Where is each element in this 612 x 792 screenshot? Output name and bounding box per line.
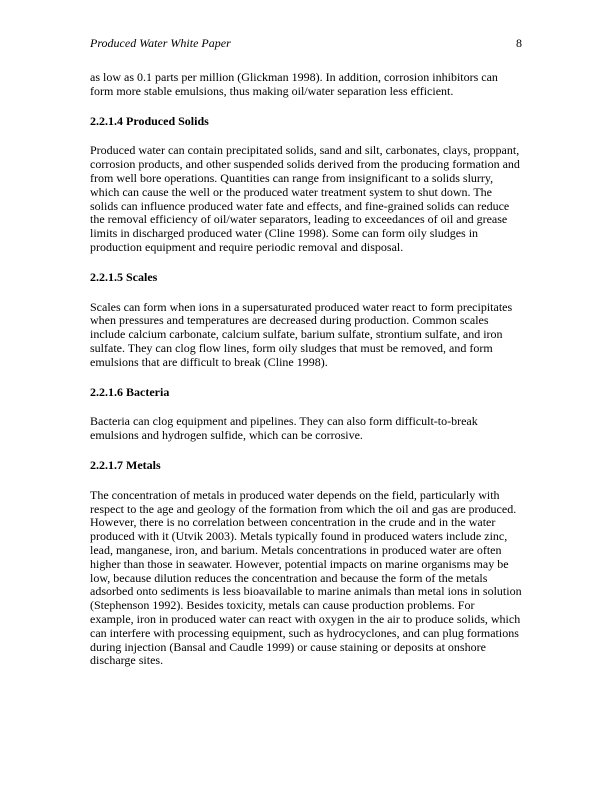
text-line: adsorbed onto sediments is less bioavailable to marine animals than metal ions in solution	[90, 584, 522, 599]
text-line: Bacteria can clog equipment and pipelines. They can also form difficult-to-break	[90, 414, 478, 429]
text-line: the removal efficiency of oil/water separators, leading to exceedances of oil and grease	[90, 212, 508, 227]
text-line: corrosion products, and other suspended solids derived from the producing formation and	[90, 157, 520, 172]
text-line: (Stephenson 1992). Besides toxicity, metals can cause production problems. For	[90, 598, 475, 613]
text-line: include calcium carbonate, calcium sulfate, barium sulfate, strontium sulfate, and iron	[90, 327, 503, 342]
document-body	[90, 71, 530, 684]
text-line: which can cause the well or the produced water treatment system to shut down. The	[90, 184, 492, 199]
text-line: discharge sites.	[90, 653, 164, 668]
text-line: lead, manganese, iron, and barium. Metals concentrations in produced water are often	[90, 542, 502, 557]
text-line: Scales can form when ions in a supersaturated produced water react to form precipitates	[90, 299, 513, 314]
text-line: form more stable emulsions, thus making oil/water separation less efficient.	[90, 83, 454, 98]
text-line: as low as 0.1 parts per million (Glickman 1998). In addition, corrosion inhibitors can	[90, 70, 498, 84]
text-line: can interfere with processing equipment, such as hydrocyclones, and can plug formations	[90, 625, 519, 640]
text-line: emulsions that are difficult to break (Cline 1998).	[90, 354, 328, 369]
text-line: respect to the age and geology of the formation from which the oil and gas are produced.	[90, 501, 517, 516]
paragraph	[90, 489, 530, 668]
section-heading: 2.2.1.6 Bacteria	[90, 384, 170, 399]
paragraph	[90, 144, 530, 254]
text-line: sulfate. They can clog flow lines, form oily sludges that must be removed, and form	[90, 340, 493, 355]
text-line: low, because dilution reduces the concentration and because the form of the metals	[90, 570, 488, 585]
text-line: The concentration of metals in produced water depends on the field, particularly with	[90, 487, 500, 502]
text-line: example, iron in produced water can react with oxygen in the air to produce solids, which	[90, 611, 521, 626]
text-line: produced with it (Utvik 2003). Metals typically found in produced waters include zinc,	[90, 529, 508, 544]
document-title: Produced Water White Paper	[90, 36, 231, 50]
text-line: production equipment and require periodic removal and disposal.	[90, 239, 404, 254]
section-heading: 2.2.1.4 Produced Solids	[90, 113, 209, 128]
section-heading: 2.2.1.5 Scales	[90, 269, 158, 284]
text-line: Produced water can contain precipitated solids, sand and silt, carbonates, clays, proppant,	[90, 143, 520, 158]
text-line: solids can influence produced water fate and effects, and fine-grained solids can reduce	[90, 198, 510, 213]
text-line: However, there is no correlation between concentration in the crude and in the water	[90, 515, 496, 530]
text-line: emulsions and hydrogen sulfide, which can be corrosive.	[90, 428, 363, 443]
paragraph	[90, 415, 530, 443]
text-line: when pressures and temperatures are decreased during production. Common scales	[90, 313, 489, 328]
paragraph	[90, 301, 530, 370]
page-header	[90, 36, 522, 52]
text-line: higher than those in seawater. However, potential impacts on marine organisms may be	[90, 556, 509, 571]
paragraph	[90, 71, 530, 99]
text-line: from well bore operations. Quantities can range from insignificant to a solids slurry,	[90, 170, 494, 185]
section-heading: 2.2.1.7 Metals	[90, 457, 161, 472]
page-number: 8	[516, 36, 522, 50]
text-line: limits in discharged produced water (Cline 1998). Some can form oily sludges in	[90, 226, 479, 241]
text-line: during injection (Bansal and Caudle 1999) or cause staining or deposits at onshore	[90, 639, 486, 654]
